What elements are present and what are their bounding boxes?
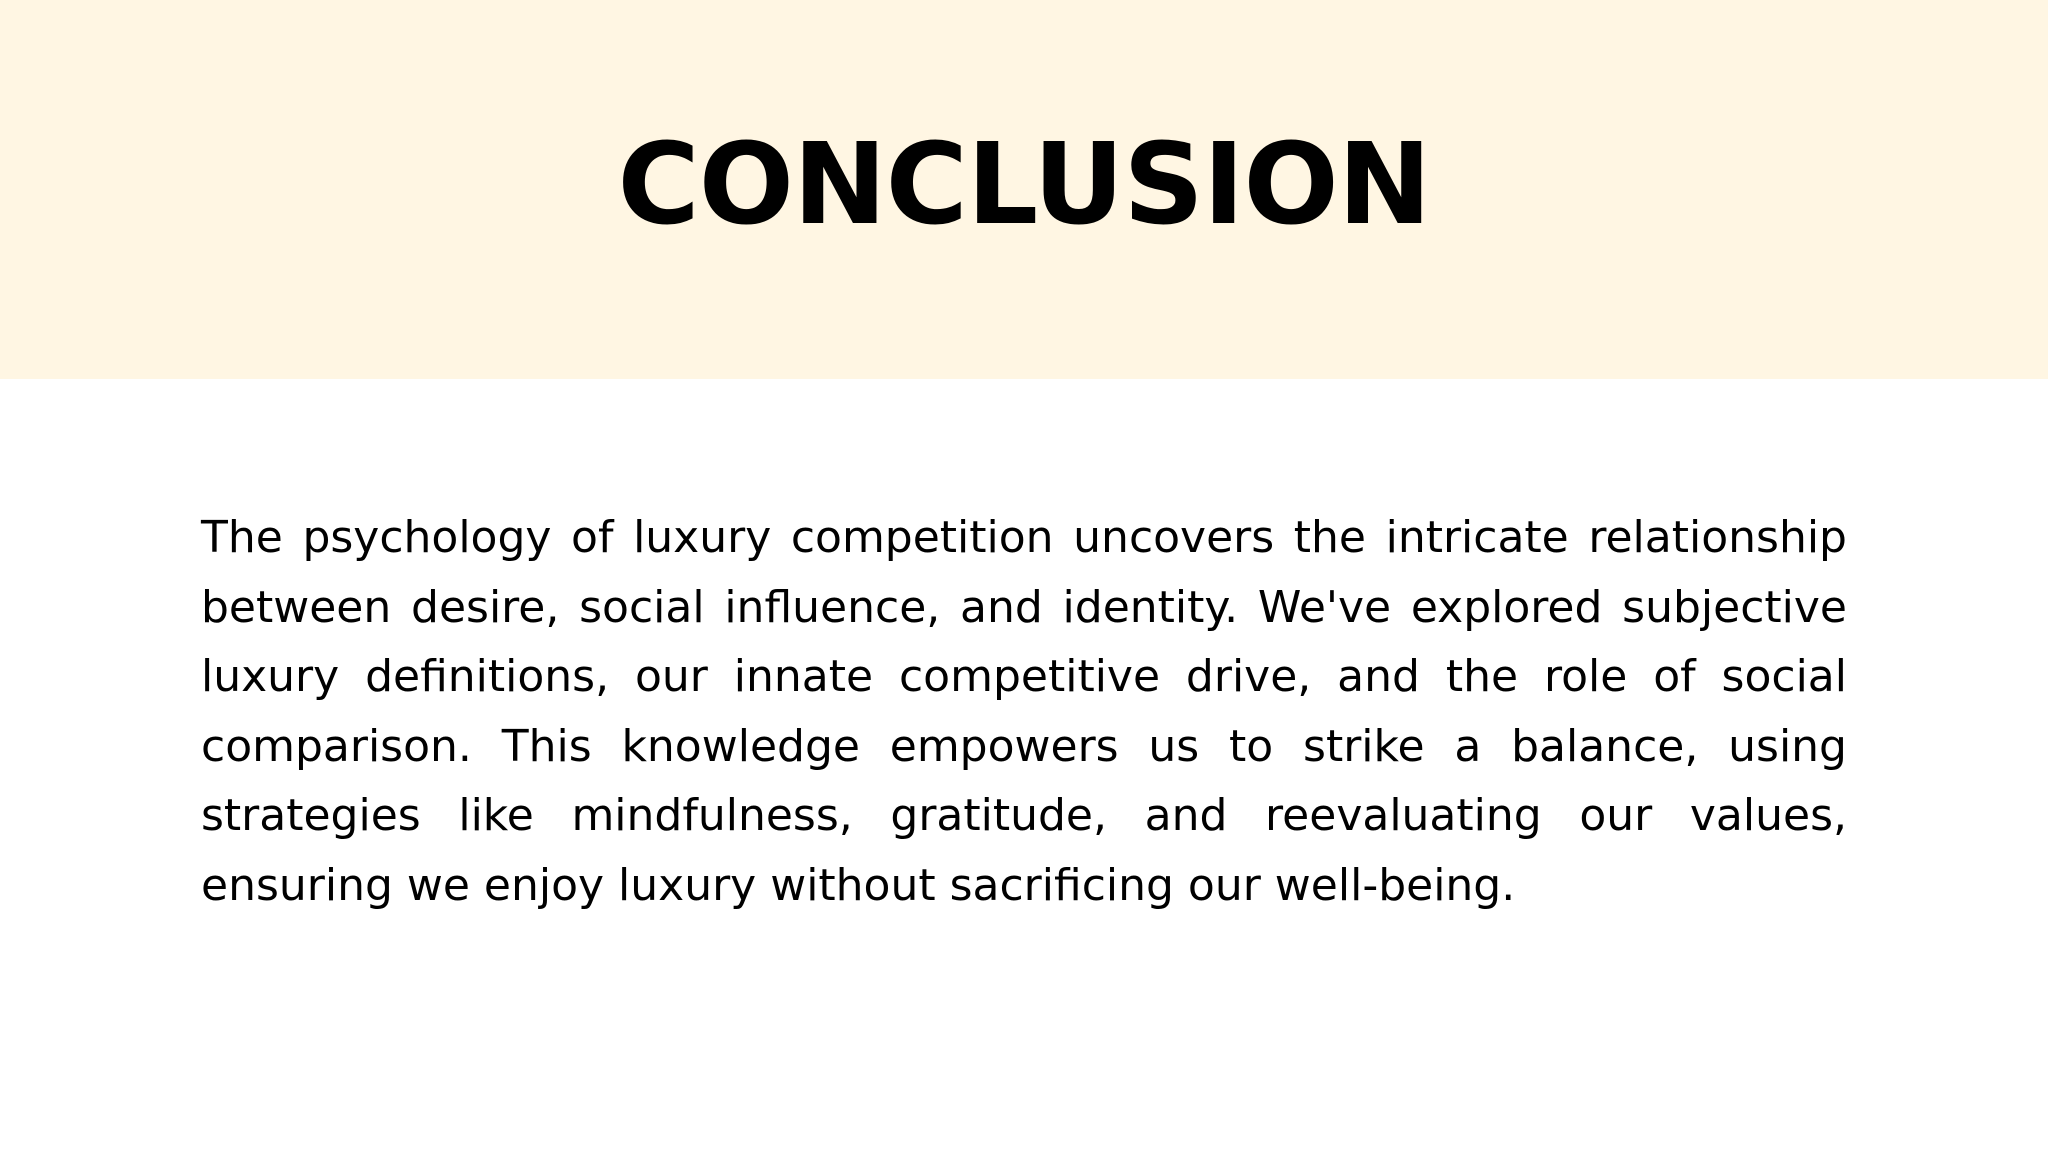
- title-band: [0, 0, 2048, 379]
- slide-title: CONCLUSION: [617, 120, 1431, 250]
- conclusion-paragraph: The psychology of luxury competition uncovers the intricate relationship between desire, social influence, and identity. We've explored subjective luxury definitions, our innate competitive drive, and the role of social comparison. This knowledge empowers us to strike a balance, using strategies like mindfulness, gratitude, and reevaluating our values, ensuring we enjoy luxury without sacrificing our well-being.: [201, 512, 1847, 911]
